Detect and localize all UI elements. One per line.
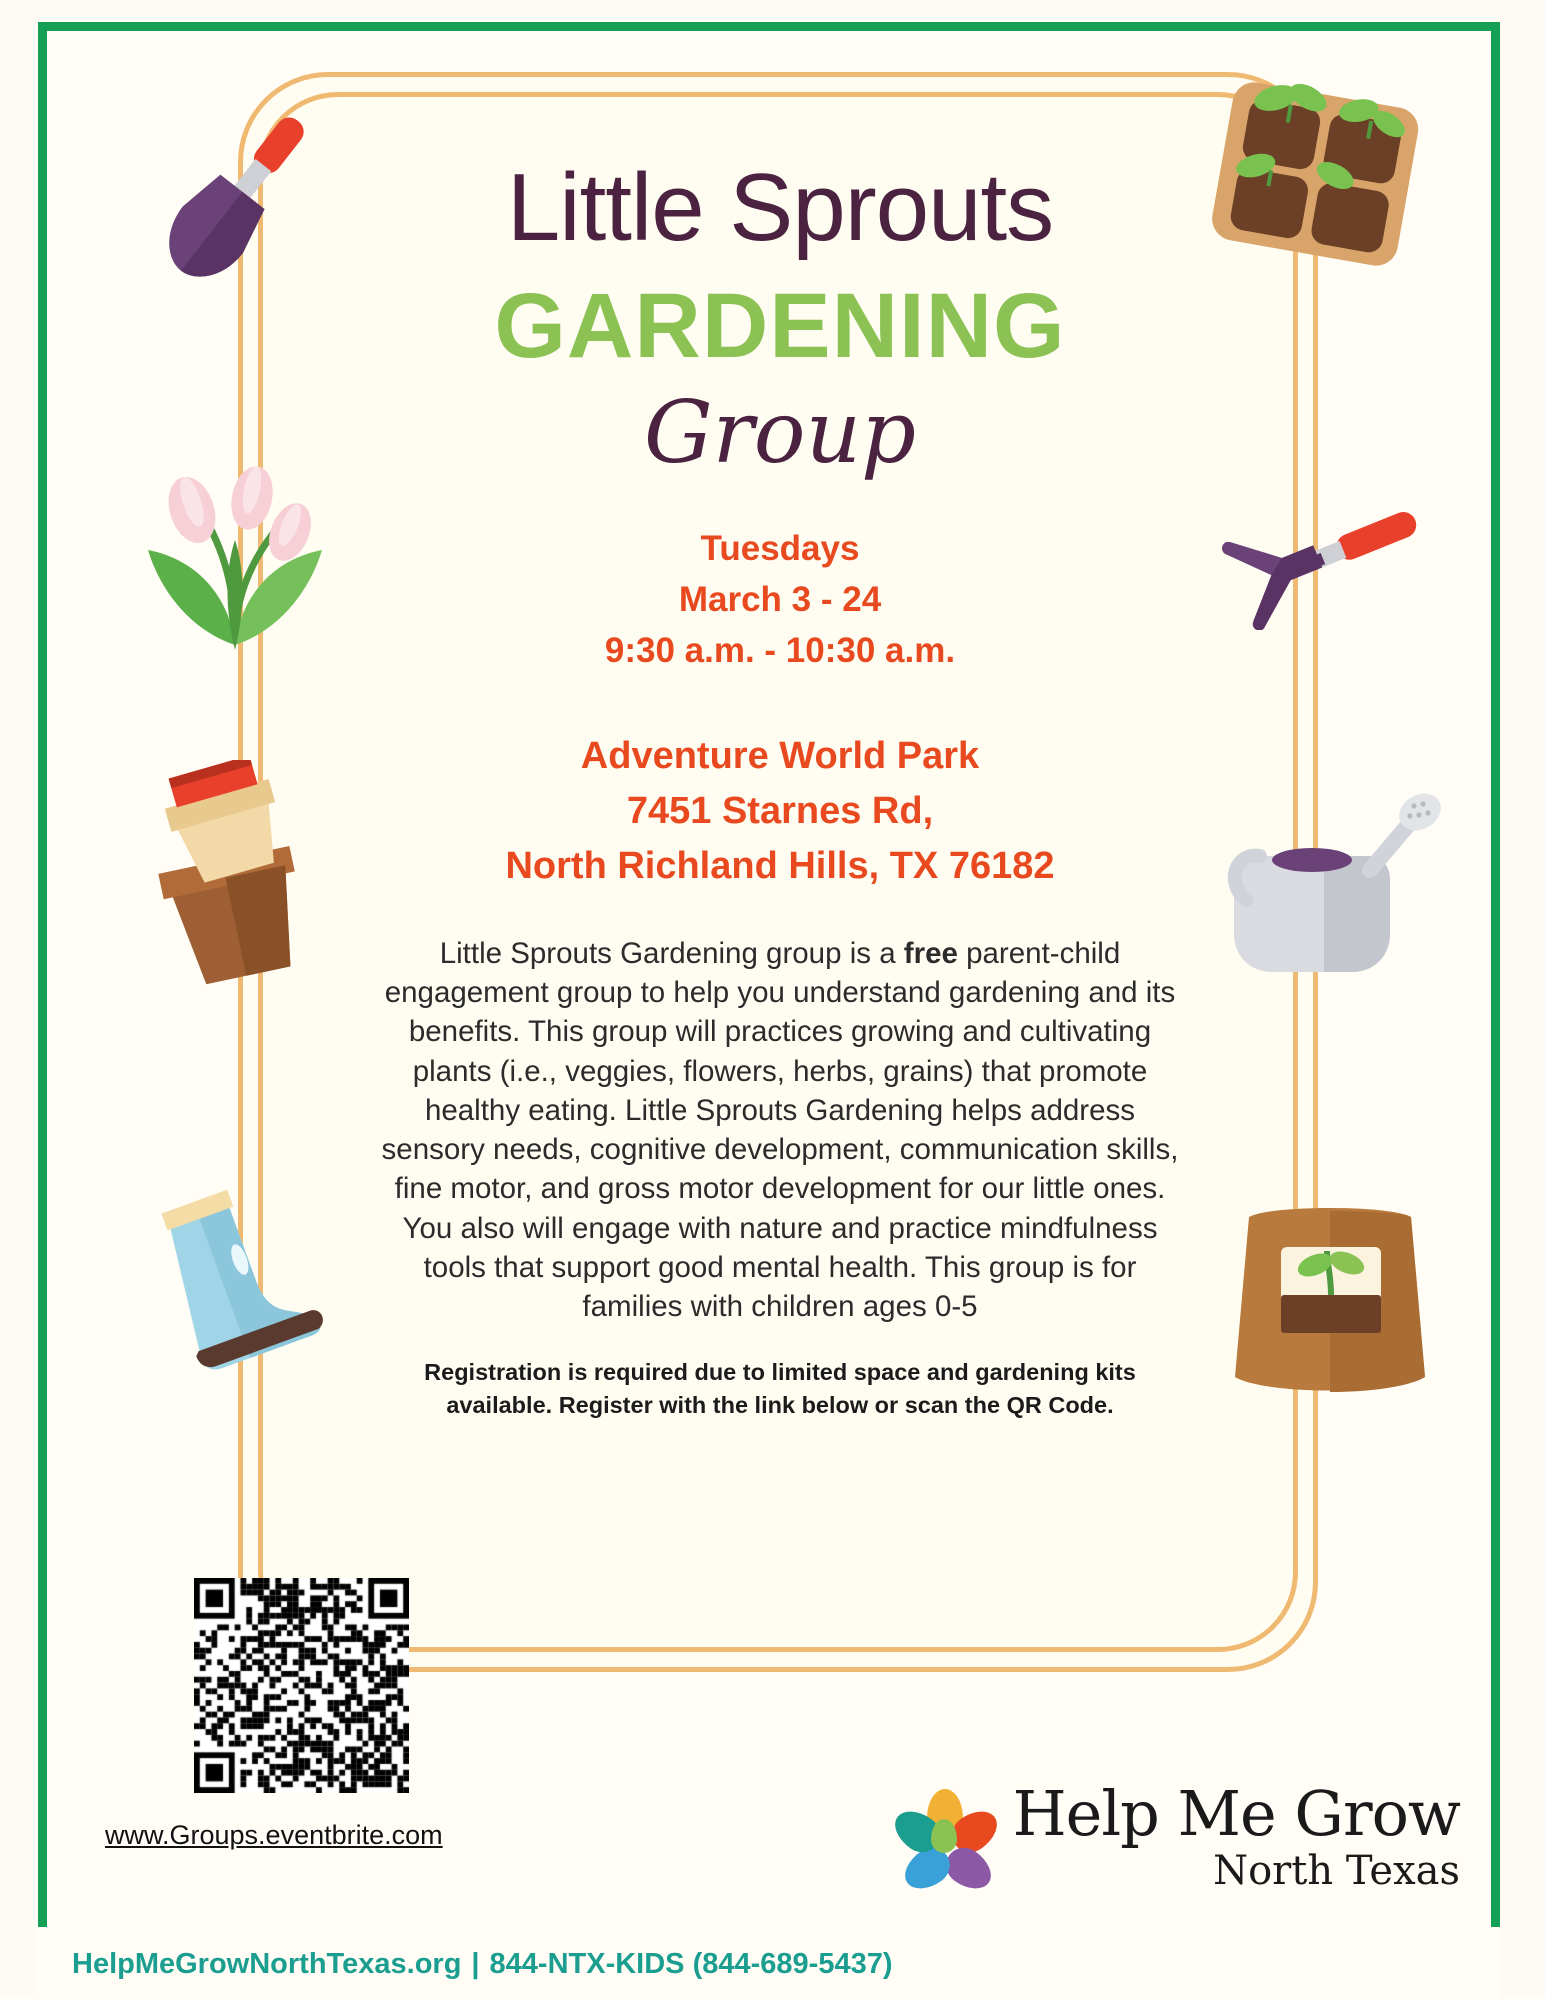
registration-note: Registration is required due to limited space and gardening kits available. Register with the link below or scan the QR Code. (424, 1359, 1136, 1418)
description-bold: free (903, 936, 958, 970)
plant-pots-icon (130, 760, 320, 990)
logo-wordmark (1012, 1777, 1460, 1894)
footer-separator: | (471, 1948, 480, 1980)
footer (0, 1948, 1545, 1981)
schedule-block (300, 524, 1260, 676)
organization-logo (891, 1777, 1460, 1897)
schedule-days: Tuesdays (700, 529, 860, 569)
rain-boot-icon (95, 1185, 325, 1375)
description-paragraph (380, 934, 1180, 1326)
page-title-line3: Group (643, 382, 917, 483)
location-city-state-zip: North Richland Hills, TX 76182 (505, 844, 1055, 887)
registration-link[interactable]: www.Groups.eventbrite.com (105, 1820, 443, 1850)
location-venue: Adventure World Park (580, 734, 980, 777)
logo-name: Help Me Grow (1012, 1777, 1460, 1850)
flyer-content (300, 154, 1260, 1421)
logo-region: North Texas (1213, 1848, 1460, 1894)
page-title-line1: Little Sprouts (506, 154, 1054, 261)
schedule-time: 9:30 a.m. - 10:30 a.m. (604, 630, 956, 670)
schedule-dates: March 3 - 24 (678, 580, 882, 620)
description-after: parent-child engagement group to help you understand gardening and its benefits. This group will practices growing and cultivating plants (i.e., veggies, flowers, herbs, grains) that promote healthy eating. Little Sprouts Gardening helps address sensory needs, cognitive development, communication skills, fine motor, and gross motor development for our little ones. You also will engage with nature and practice mindfulness tools that support good mental health. This group is for families with children ages 0-5 (381, 936, 1179, 1324)
description-before: Little Sprouts Gardening group is a (439, 936, 904, 970)
footer-phone[interactable]: 844-NTX-KIDS (844-689-5437) (489, 1948, 893, 1980)
location-street: 7451 Starnes Rd, (626, 789, 934, 832)
qr-code[interactable] (194, 1578, 409, 1793)
page-title-line2: GARDENING (494, 275, 1066, 377)
location-block (300, 729, 1260, 894)
flower-logo-icon (891, 1789, 999, 1897)
footer-website[interactable]: HelpMeGrowNorthTexas.org (72, 1948, 462, 1980)
